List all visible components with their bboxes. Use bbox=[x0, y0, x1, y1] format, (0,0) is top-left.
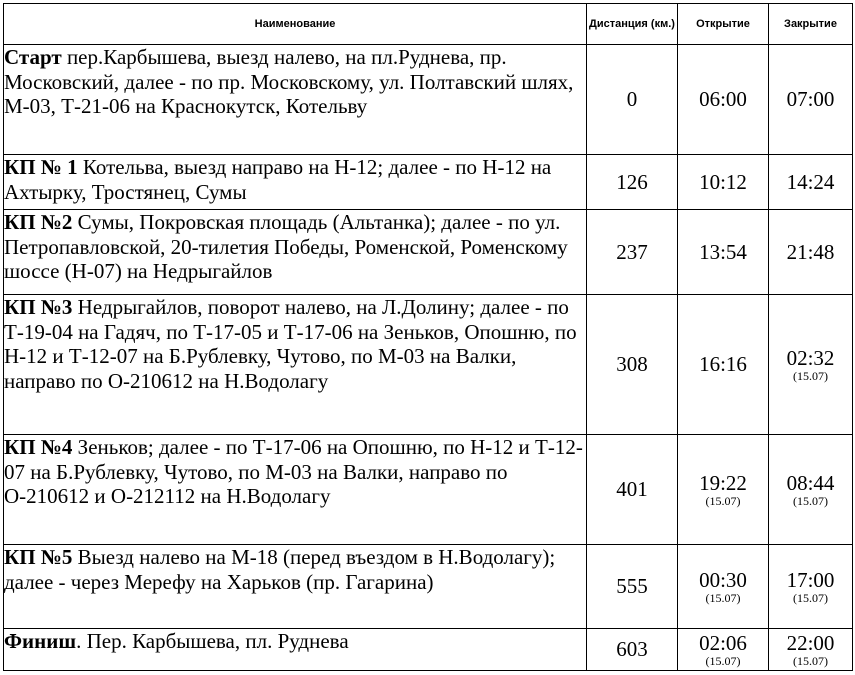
distance-value: 126 bbox=[616, 169, 648, 194]
distance-value: 0 bbox=[626, 87, 638, 111]
row-label: КП №2 bbox=[4, 210, 73, 234]
row-description: Недрыгайлов, поворот налево, на Л.Долину; далее - по Т-19-04 на Гадяч, по Т-17-05 и Т-17-06 на Зеньков, Опошню, по Н-12 и Т-12-07 на Б.Рублевку, Чутово, по М-03 на Валки, направо по О-210612 на Н.Водолагу bbox=[4, 295, 577, 393]
header-open: Открытие bbox=[678, 4, 769, 45]
row-name-cell bbox=[4, 45, 587, 155]
open-time: 00:30 bbox=[699, 567, 747, 592]
close-time: 22:00 bbox=[786, 631, 835, 655]
row-description: Зеньков; далее - по Т-17-06 на Опошню, по Н-12 и Т-12-07 на Б.Рублевку, Чутово, по М-03 на Валки, направо по О-210612 и О-212112 на Н.Водолагу bbox=[4, 435, 583, 508]
row-distance bbox=[587, 295, 678, 435]
row-name-cell bbox=[4, 545, 587, 629]
open-time: 19:22 bbox=[699, 470, 747, 495]
row-distance bbox=[587, 545, 678, 629]
close-time: 21:48 bbox=[786, 239, 835, 264]
row-name-cell bbox=[4, 210, 587, 295]
row-close bbox=[769, 435, 853, 545]
table-row-finish bbox=[4, 629, 853, 671]
close-time: 07:00 bbox=[786, 87, 835, 111]
distance-value: 603 bbox=[616, 637, 648, 661]
header-name: Наименование bbox=[4, 4, 587, 45]
row-close bbox=[769, 45, 853, 155]
open-time: 16:16 bbox=[699, 352, 747, 376]
row-close bbox=[769, 155, 853, 210]
row-open bbox=[678, 435, 769, 545]
table-row-kp4 bbox=[4, 435, 853, 545]
row-label: Старт bbox=[4, 45, 62, 69]
row-close bbox=[769, 545, 853, 629]
row-label: КП №3 bbox=[4, 295, 73, 319]
distance-value: 237 bbox=[616, 239, 648, 264]
close-date-note: (15.07) bbox=[793, 368, 828, 383]
close-date-note: (15.07) bbox=[793, 654, 828, 668]
route-table bbox=[3, 3, 853, 671]
row-name-cell bbox=[4, 629, 587, 671]
row-label: Финиш bbox=[4, 629, 77, 653]
close-time: 08:44 bbox=[786, 470, 835, 495]
table-row-kp5 bbox=[4, 545, 853, 629]
row-description: . Пер. Карбышева, пл. Руднева bbox=[76, 629, 349, 653]
header-distance: Дистанция (км.) bbox=[587, 4, 678, 45]
row-open bbox=[678, 155, 769, 210]
row-open bbox=[678, 45, 769, 155]
row-close bbox=[769, 629, 853, 671]
row-open bbox=[678, 295, 769, 435]
row-description: Сумы, Покровская площадь (Альтанка); далее - по ул. Петропавловской, 20-тилетия Победы, Роменской, Роменскому шоссе (Н-07) на Недрыгайлов bbox=[4, 210, 568, 283]
row-name-cell bbox=[4, 435, 587, 545]
row-description: Котельва, выезд направо на Н-12; далее - по Н-12 на Ахтырку, Тростянец, Сумы bbox=[4, 155, 552, 204]
open-date-note: (15.07) bbox=[705, 493, 741, 508]
table-row-kp1 bbox=[4, 155, 853, 210]
row-close bbox=[769, 210, 853, 295]
row-description: Выезд налево на М-18 (перед въездом в Н.Водолагу); далее - через Мерефу на Харьков (пр. Гагарина) bbox=[4, 545, 556, 594]
row-distance bbox=[587, 435, 678, 545]
close-time: 02:32 bbox=[786, 345, 835, 370]
row-open bbox=[678, 545, 769, 629]
header-row bbox=[4, 4, 853, 45]
close-time: 14:24 bbox=[786, 169, 835, 194]
open-time: 10:12 bbox=[699, 169, 747, 194]
row-distance bbox=[587, 155, 678, 210]
distance-value: 555 bbox=[616, 574, 648, 598]
open-date-note: (15.07) bbox=[705, 590, 741, 605]
open-time: 13:54 bbox=[699, 239, 747, 264]
row-label: КП №5 bbox=[4, 545, 73, 569]
row-distance bbox=[587, 210, 678, 295]
open-date-note: (15.07) bbox=[705, 654, 741, 668]
row-distance bbox=[587, 45, 678, 155]
close-time: 17:00 bbox=[786, 567, 835, 592]
open-time: 06:00 bbox=[699, 87, 747, 111]
open-time: 02:06 bbox=[699, 631, 747, 655]
row-name-cell bbox=[4, 155, 587, 210]
close-date-note: (15.07) bbox=[793, 493, 828, 508]
row-close bbox=[769, 295, 853, 435]
distance-value: 308 bbox=[616, 352, 648, 376]
row-distance bbox=[587, 629, 678, 671]
row-name-cell bbox=[4, 295, 587, 435]
table-row-kp3 bbox=[4, 295, 853, 435]
row-description: пер.Карбышева, выезд налево, на пл.Руднева, пр. Московский, далее - по пр. Московскому, ул. Полтавский шлях, М-03, Т-21-06 на Краснокутск, Котельву bbox=[4, 45, 574, 118]
row-label: КП №4 bbox=[4, 435, 73, 459]
row-open bbox=[678, 210, 769, 295]
header-close: Закрытие bbox=[769, 4, 853, 45]
table-row-start bbox=[4, 45, 853, 155]
row-open bbox=[678, 629, 769, 671]
close-date-note: (15.07) bbox=[793, 590, 828, 605]
row-label: КП № 1 bbox=[4, 155, 78, 179]
table-row-kp2 bbox=[4, 210, 853, 295]
distance-value: 401 bbox=[616, 477, 648, 501]
